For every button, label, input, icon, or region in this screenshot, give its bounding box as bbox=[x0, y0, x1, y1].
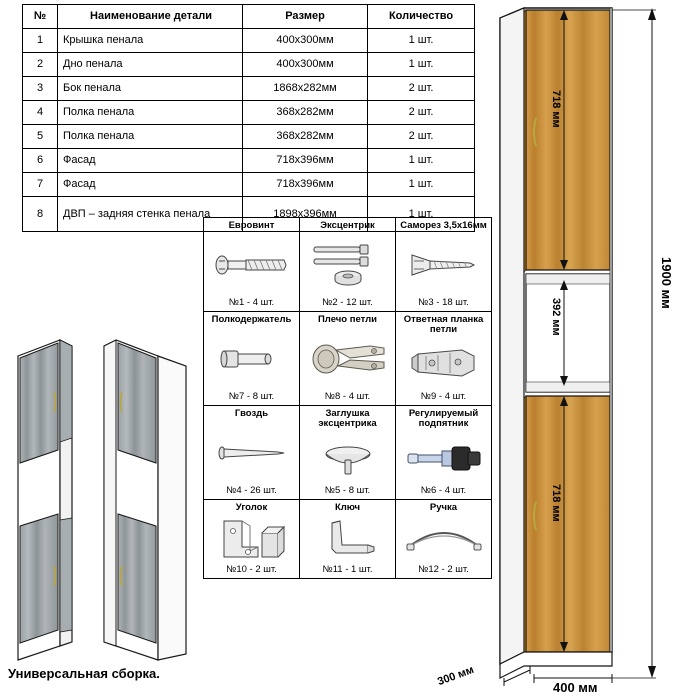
hinge-plate-icon bbox=[397, 336, 490, 392]
dim-bottom-door-height: 718 мм bbox=[550, 484, 562, 522]
cam-cover-icon bbox=[301, 430, 394, 486]
hardware-cell-euro-screw bbox=[204, 218, 300, 312]
cell-size: 718х396мм bbox=[243, 149, 368, 173]
hardware-title: Полкодержатель bbox=[211, 314, 292, 325]
hardware-title: Ответная планка петли bbox=[403, 314, 484, 336]
table-row bbox=[23, 101, 475, 125]
hardware-title: Саморез 3,5х16мм bbox=[400, 220, 487, 231]
hardware-row bbox=[204, 500, 492, 579]
cell-part-name: Полка пенала bbox=[58, 125, 243, 149]
euro-screw-icon bbox=[205, 232, 298, 298]
dim-total-height: 1900 мм bbox=[659, 257, 674, 309]
cell-quantity: 1 шт. bbox=[368, 197, 475, 232]
cell-quantity: 1 шт. bbox=[368, 29, 475, 53]
cell-size: 1898х396мм bbox=[243, 197, 368, 232]
hardware-qty: №3 - 18 шт. bbox=[418, 296, 469, 308]
dim-middle-open-height: 392 мм bbox=[550, 298, 562, 336]
hardware-row bbox=[204, 406, 492, 500]
dim-depth: 300 мм bbox=[436, 663, 476, 689]
table-row bbox=[23, 29, 475, 53]
hardware-row bbox=[204, 218, 492, 312]
table-row bbox=[23, 53, 475, 77]
cell-number: 2 bbox=[23, 53, 58, 77]
page-caption: Универсальная сборка. bbox=[8, 666, 160, 681]
hardware-title: Плечо петли bbox=[317, 314, 378, 325]
cell-quantity: 1 шт. bbox=[368, 53, 475, 77]
hardware-title: Гвоздь bbox=[234, 408, 269, 419]
adjustable-foot-icon bbox=[397, 430, 490, 486]
cell-size: 368х282мм bbox=[243, 125, 368, 149]
cell-size: 1868х282мм bbox=[243, 77, 368, 101]
dim-width: 400 мм bbox=[553, 680, 598, 695]
cell-number: 8 bbox=[23, 197, 58, 232]
cell-number: 1 bbox=[23, 29, 58, 53]
hardware-qty: №9 - 4 шт. bbox=[420, 390, 467, 402]
cell-part-name: Крышка пенала bbox=[58, 29, 243, 53]
hardware-cell-cam-lock bbox=[300, 218, 396, 312]
hardware-title: Заглушка эксцентрика bbox=[318, 408, 377, 430]
hardware-row bbox=[204, 312, 492, 406]
hardware-qty: №6 - 4 шт. bbox=[420, 484, 467, 496]
cell-part-name: Фасад bbox=[58, 149, 243, 173]
cam-lock-icon bbox=[301, 232, 394, 298]
cell-quantity: 2 шт. bbox=[368, 125, 475, 149]
allen-key-icon bbox=[301, 514, 394, 565]
corner-bracket-icon bbox=[205, 514, 298, 565]
hardware-cell-allen-key bbox=[300, 500, 396, 579]
self-tapping-screw-icon bbox=[397, 232, 490, 298]
hardware-title: Евровинт bbox=[228, 220, 275, 231]
hardware-title: Ручка bbox=[429, 502, 458, 513]
parts-table bbox=[22, 4, 475, 232]
table-header-row bbox=[23, 5, 475, 29]
cell-number: 6 bbox=[23, 149, 58, 173]
hardware-qty: №8 - 4 шт. bbox=[324, 390, 371, 402]
hardware-cell-handle bbox=[396, 500, 492, 579]
cell-part-name: Бок пенала bbox=[58, 77, 243, 101]
table-row bbox=[23, 149, 475, 173]
hardware-title: Уголок bbox=[235, 502, 268, 513]
hardware-title: Ключ bbox=[334, 502, 361, 513]
cell-part-name: Фасад bbox=[58, 173, 243, 197]
handle-icon bbox=[397, 514, 490, 565]
dim-top-door-height: 718 мм bbox=[550, 90, 562, 128]
left-cabinet-illustration bbox=[8, 330, 198, 665]
header-part-name: Наименование детали bbox=[58, 5, 243, 29]
cell-quantity: 1 шт. bbox=[368, 149, 475, 173]
cell-size: 368х282мм bbox=[243, 101, 368, 125]
cell-quantity: 2 шт. bbox=[368, 77, 475, 101]
header-number: № bbox=[23, 5, 58, 29]
hardware-cell-nail bbox=[204, 406, 300, 500]
cell-quantity: 2 шт. bbox=[368, 101, 475, 125]
hardware-cell-adjustable-foot bbox=[396, 406, 492, 500]
right-unit bbox=[104, 340, 186, 660]
table-row bbox=[23, 173, 475, 197]
header-size: Размер bbox=[243, 5, 368, 29]
cell-part-name: Дно пенала bbox=[58, 53, 243, 77]
left-unit bbox=[18, 340, 72, 660]
hardware-title: Регулируемый подпятник bbox=[408, 408, 479, 430]
cell-number: 7 bbox=[23, 173, 58, 197]
hinge-arm-icon bbox=[301, 326, 394, 392]
hardware-qty: №4 - 26 шт. bbox=[226, 484, 277, 496]
hardware-title: Эксцентрик bbox=[320, 220, 375, 231]
hardware-cell-hinge-arm bbox=[300, 312, 396, 406]
shelf-support-icon bbox=[205, 326, 298, 392]
hardware-cell-cam-cover bbox=[300, 406, 396, 500]
hardware-qty: №11 - 1 шт. bbox=[322, 563, 373, 575]
hardware-qty: №2 - 12 шт. bbox=[322, 296, 373, 308]
hardware-cell-self-tapping-screw bbox=[396, 218, 492, 312]
hardware-cell-corner-bracket bbox=[204, 500, 300, 579]
cell-quantity: 1 шт. bbox=[368, 173, 475, 197]
cell-number: 5 bbox=[23, 125, 58, 149]
cell-part-name: ДВП – задняя стенка пенала bbox=[58, 197, 243, 232]
hardware-qty: №1 - 4 шт. bbox=[228, 296, 275, 308]
nail-icon bbox=[205, 420, 298, 486]
hardware-qty: №12 - 2 шт. bbox=[418, 563, 469, 575]
table-row bbox=[23, 125, 475, 149]
hardware-cell-shelf-support bbox=[204, 312, 300, 406]
hardware-qty: №7 - 8 шт. bbox=[228, 390, 275, 402]
hardware-qty: №5 - 8 шт. bbox=[324, 484, 371, 496]
cell-number: 4 bbox=[23, 101, 58, 125]
cell-part-name: Полка пенала bbox=[58, 101, 243, 125]
tall-cabinet-illustration bbox=[492, 2, 692, 692]
hardware-qty: №10 - 2 шт. bbox=[226, 563, 277, 575]
cell-size: 400х300мм bbox=[243, 53, 368, 77]
header-quantity: Количество bbox=[368, 5, 475, 29]
cell-number: 3 bbox=[23, 77, 58, 101]
hardware-cell-hinge-plate bbox=[396, 312, 492, 406]
hardware-table bbox=[203, 217, 492, 579]
cell-size: 400х300мм bbox=[243, 29, 368, 53]
cell-size: 718х396мм bbox=[243, 173, 368, 197]
table-row bbox=[23, 77, 475, 101]
